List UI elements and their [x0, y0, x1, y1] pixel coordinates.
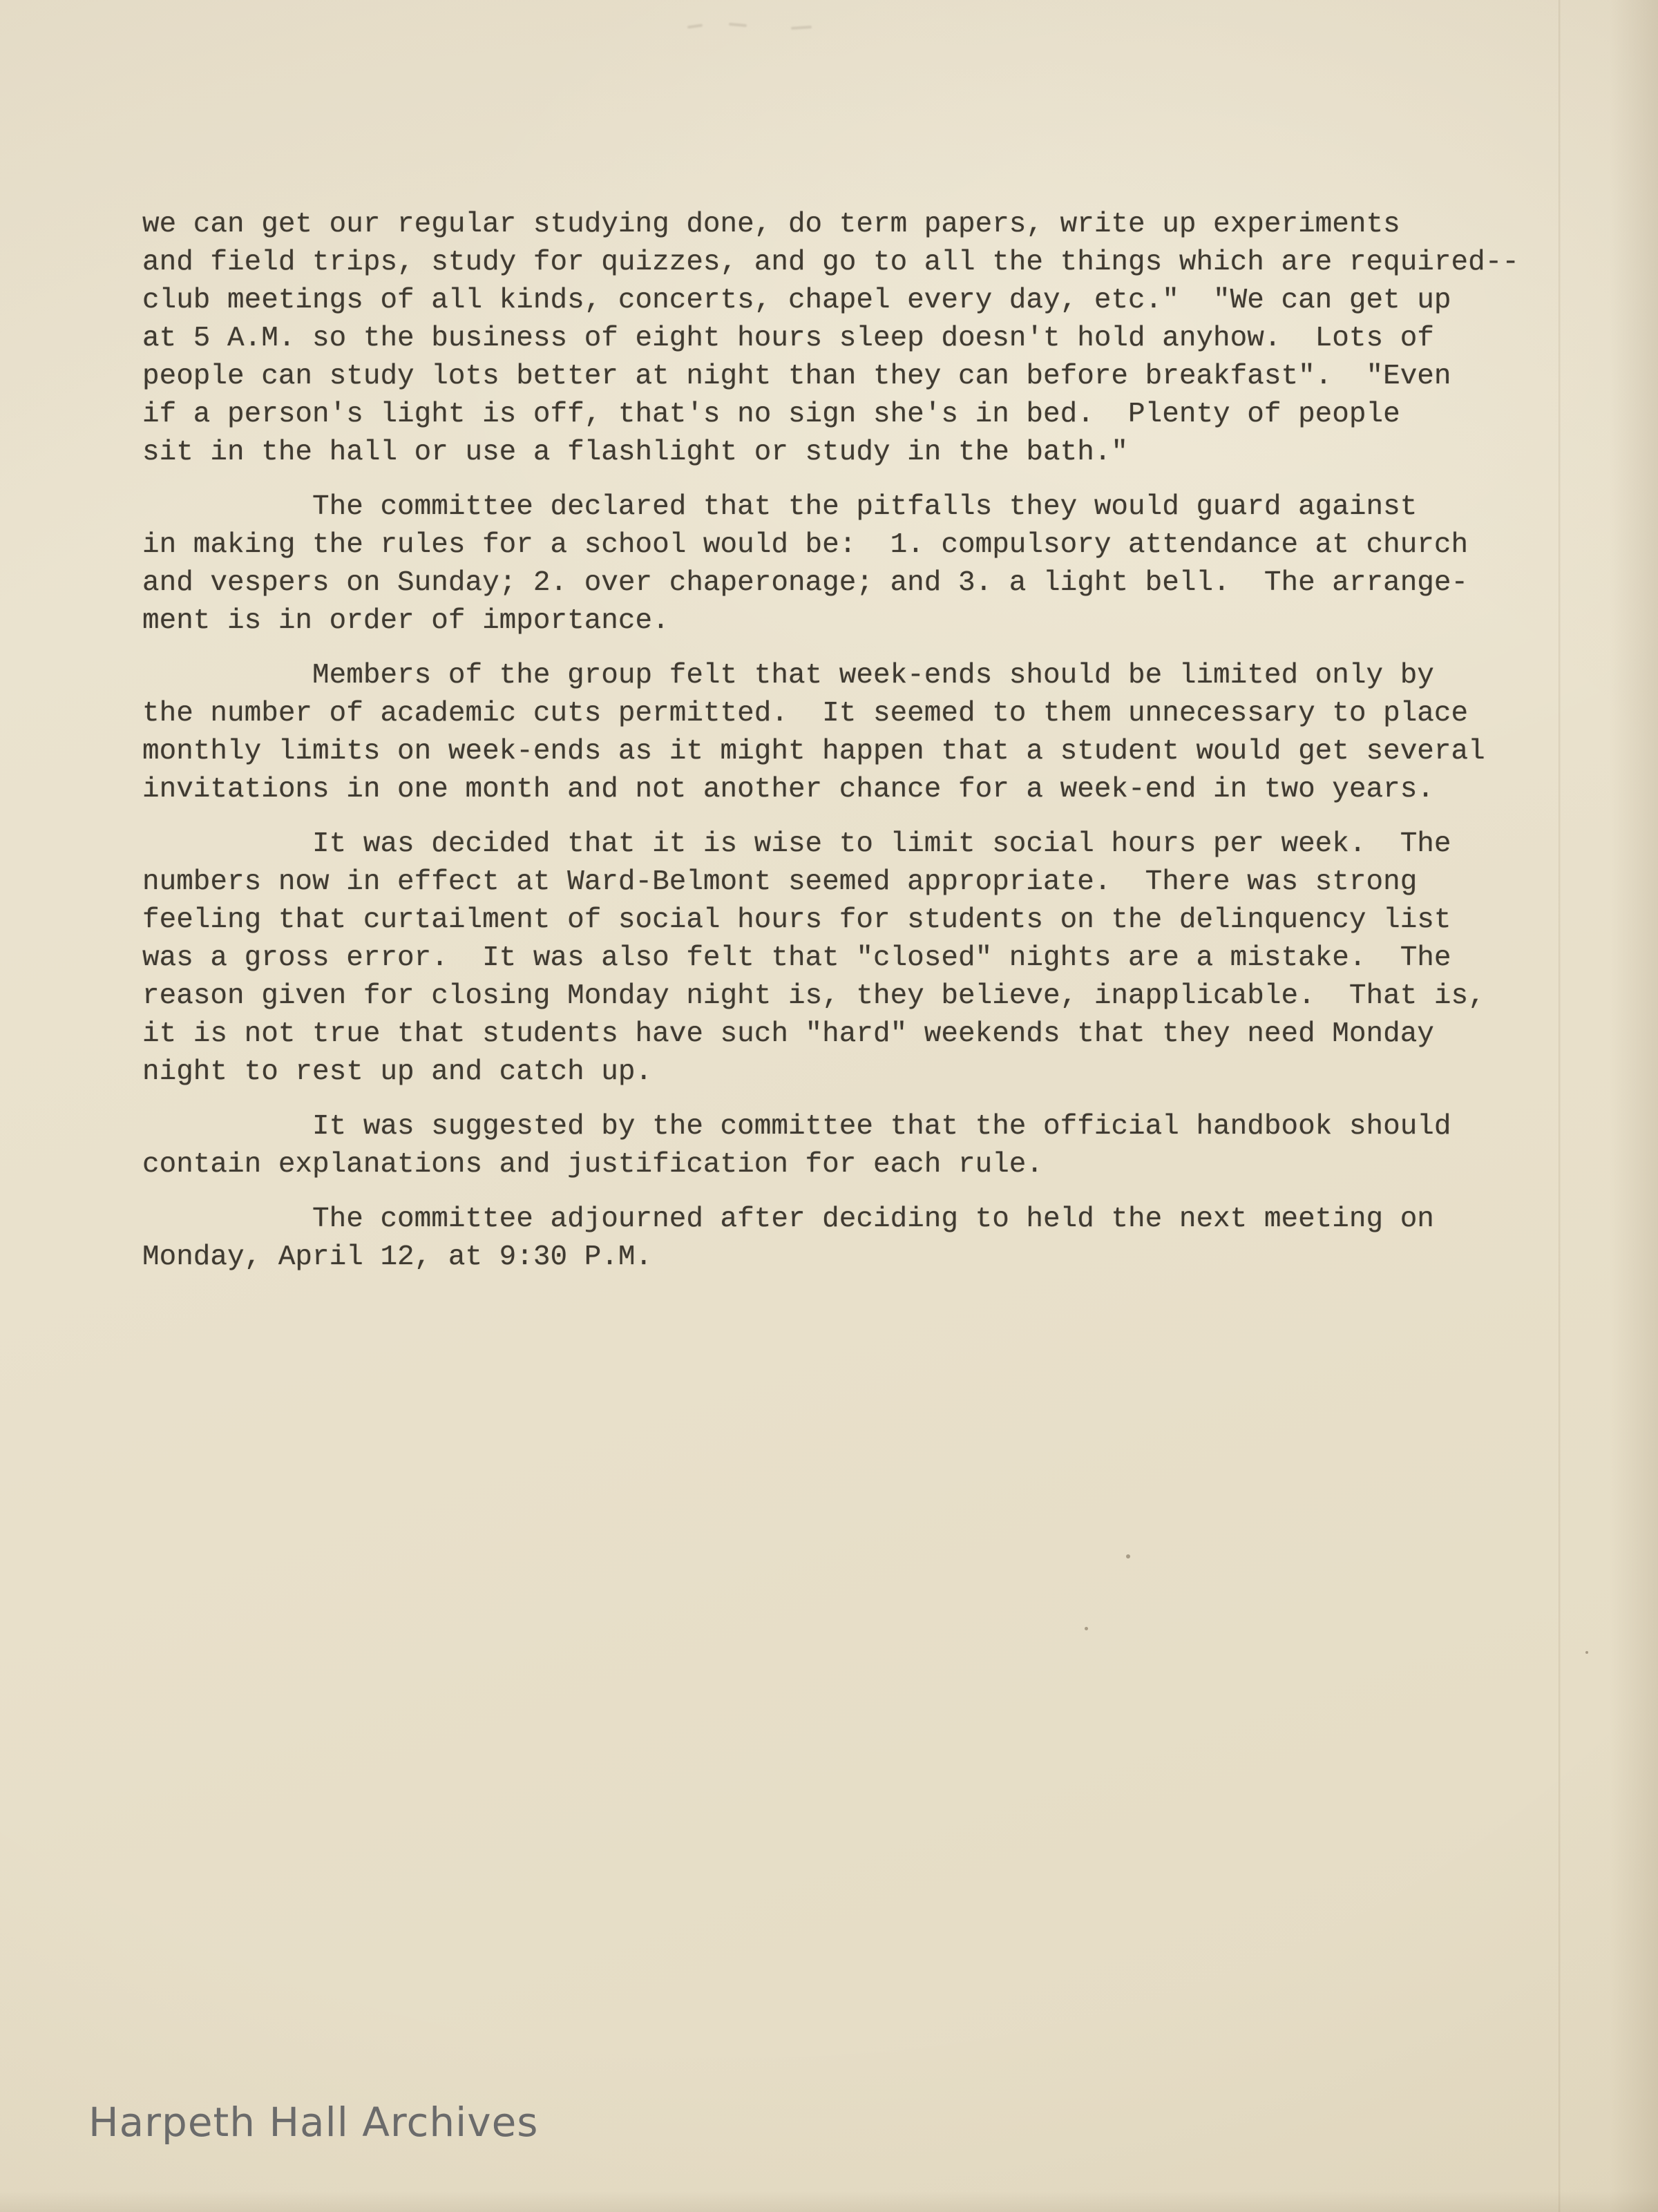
text-line: feeling that curtailment of social hours for students on the delinquency list — [142, 904, 1451, 936]
paragraph — [142, 1201, 1552, 1277]
text-line: club meetings of all kinds, concerts, chapel every day, etc." "We can get up — [142, 285, 1451, 316]
text-line: if a person's light is off, that's no sign she's in bed. Plenty of people — [142, 399, 1400, 430]
text-line: at 5 A.M. so the business of eight hours sleep doesn't hold anyhow. Lots of — [142, 323, 1434, 354]
paragraph — [142, 1108, 1552, 1184]
text-line: sit in the hall or use a flashlight or study in the bath." — [142, 437, 1129, 468]
text-line: invitations in one month and not another chance for a week-end in two years. — [142, 774, 1434, 805]
page-bottom-edge — [0, 2191, 1658, 2212]
text-line: the number of academic cuts permitted. It seemed to them unnecessary to place — [142, 698, 1469, 730]
text-line: ment is in order of importance. — [142, 605, 669, 637]
pencil-mark — [687, 19, 819, 35]
typewritten-text — [142, 206, 1552, 1293]
text-line: Monday, April 12, at 9:30 P.M. — [142, 1241, 653, 1273]
text-line: It was suggested by the committee that the official handbook should — [142, 1111, 1451, 1143]
text-line: night to rest up and catch up. — [142, 1056, 653, 1088]
paragraph — [142, 488, 1552, 640]
text-line: It was decided that it is wise to limit social hours per week. The — [142, 828, 1451, 860]
text-line: and field trips, study for quizzes, and go to all the things which are required-- — [142, 247, 1519, 278]
text-line: people can study lots better at night than they can before breakfast". "Even — [142, 361, 1451, 392]
paragraph — [142, 826, 1552, 1091]
text-line: was a gross error. It was also felt that "closed" nights are a mistake. The — [142, 942, 1451, 974]
paragraph — [142, 206, 1552, 472]
paragraph — [142, 657, 1552, 809]
text-line: in making the rules for a school would be: 1. compulsory attendance at church — [142, 529, 1469, 561]
text-line: monthly limits on week-ends as it might happen that a student would get several — [142, 736, 1485, 767]
page-right-edge — [1610, 0, 1658, 2212]
text-line: Members of the group felt that week-ends should be limited only by — [142, 660, 1434, 692]
text-line: it is not true that students have such "hard" weekends that they need Monday — [142, 1018, 1434, 1050]
text-line: numbers now in effect at Ward-Belmont seemed appropriate. There was strong — [142, 866, 1418, 898]
text-line: The committee adjourned after deciding to held the next meeting on — [142, 1203, 1434, 1235]
text-line: we can get our regular studying done, do term papers, write up experiments — [142, 209, 1400, 240]
paper-speck — [1585, 1651, 1588, 1654]
archive-watermark: Harpeth Hall Archives — [88, 2099, 539, 2146]
text-line: The committee declared that the pitfalls they would guard against — [142, 491, 1418, 523]
text-line: and vespers on Sunday; 2. over chaperonage; and 3. a light bell. The arrange- — [142, 567, 1469, 599]
text-line: contain explanations and justification for each rule. — [142, 1149, 1044, 1181]
text-line: reason given for closing Monday night is, they believe, inapplicable. That is, — [142, 980, 1485, 1012]
paper-speck — [1085, 1627, 1088, 1630]
paper-speck — [1126, 1554, 1130, 1558]
page-crease — [1559, 0, 1561, 2212]
